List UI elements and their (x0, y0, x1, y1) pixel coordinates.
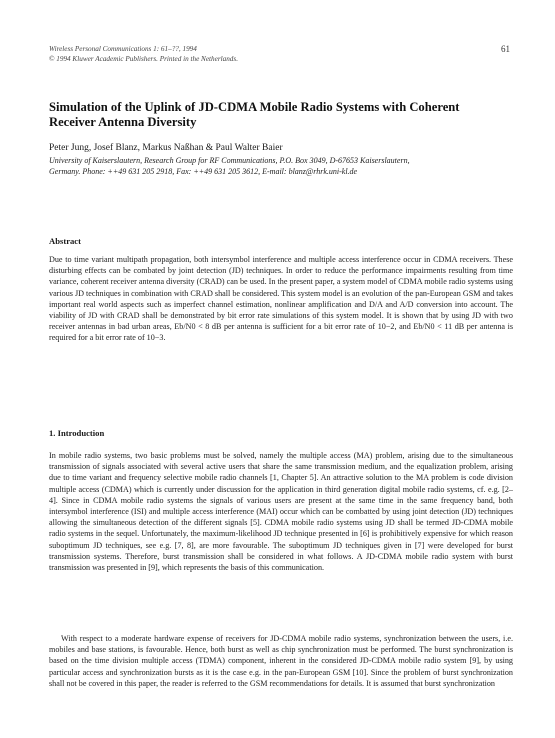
author-list: Peter Jung, Josef Blanz, Markus Naßhan & Paul Walter Baier (49, 143, 283, 153)
abstract-text: Due to time variant multipath propagation, both intersymbol interference and multiple access interference occur in CDMA receivers. These disturbing effects can be combated by joint detection (JD) techniques. In order to reduce the performance impairments resulting from time variance, coherent receiver antenna diversity (CRAD) can be used. In the present paper, a system model of CDMA mobile radio systems using various JD techniques in combination with CRAD shall be considered. This system model is an evolution of the pan-European GSM and takes important real world aspects such as imperfect channel estimation, nonlinear amplification and D/A and A/D conversion into account. The viability of JD with CRAD shall be demonstrated by bit error rate simulations of this system model. It is shown that by using JD with two receiver antennas in bad urban areas, Eb/N0 < 8 dB per antenna is sufficient for a bit error rate of 10−2, and Eb/N0 < 11 dB per antenna is required for a bit error rate of 10−3. (49, 255, 513, 343)
affiliation (49, 155, 509, 177)
introduction-heading: 1. Introduction (49, 428, 105, 438)
introduction-paragraph: With respect to a moderate hardware expense of receivers for JD-CDMA mobile radio systems, synchronization between the users, i.e. mobiles and base stations, is favourable. Hence, both burst as well as chip synchronization must be performed. The burst synchronization is based on the time division multiple access (TDMA) component, inherent in the considered JD-CDMA mobile radio system [9], by using particular access and synchronization bursts as it is the case e.g. in the pan-European GSM [10]. Since the problem of burst synchronization shall not be covered in this paper, the reader is referred to the GSM recommendations for details. It is assumed that burst synchronization (49, 634, 513, 688)
running-header (49, 44, 238, 64)
abstract-heading: Abstract (49, 236, 81, 246)
paper-title: Simulation of the Uplink of JD-CDMA Mobile Radio Systems with Coherent Receiver Antenna Diversity (49, 100, 460, 129)
affiliation-line: University of Kaiserslautern, Research Group for RF Communications, P.O. Box 3049, D-67653 Kaiserslautern, (49, 156, 410, 165)
page-number: 61 (501, 44, 510, 54)
journal-line: Wireless Personal Communications 1: 61–??, 1994 (49, 45, 197, 53)
copyright-line: © 1994 Kluwer Academic Publishers. Printed in the Netherlands. (49, 55, 238, 63)
contact-line: Germany. Phone: ++49 631 205 2918, Fax: ++49 631 205 3612, E-mail: blanz@rhrk.uni-kl.de (49, 167, 358, 176)
introduction-paragraph: In mobile radio systems, two basic problems must be solved, namely the multiple access (MA) problem, arising due to the simultaneous transmission of signals associated with several active users that share the same transmission medium, and the equalization problem, arising due to time variant and frequency selective mobile radio channels [1, Chapter 5]. An attractive solution to the MA problem is code division multiple access (CDMA) which is currently under discussion for the application in third generation digital mobile radio systems, cf. e.g. [2–4]. Since in CDMA mobile radio systems the signals of various users are present at the same time in the same frequency band, both intersymbol interference (ISI) and multiple access interference (MAI) occur which can be combatted by using joint detection (JD) techniques allowing the simultaneous detection of the different signals [5]. CDMA mobile radio systems using JD shall be termed JD-CDMA mobile radio systems in the sequel. Unfortunately, the maximum-likelihood JD technique presented in [6] is prohibitively expensive for which reason suboptimum JD techniques, see e.g. [7, 8], are more favourable. The suboptimum JD techniques given in [7] were developed for burst transmission systems. Therefore, burst transmission shall be considered in what follows. A JD-CDMA mobile radio system with burst transmission was presented in [9], which represents the basis of this communication. (49, 451, 513, 573)
